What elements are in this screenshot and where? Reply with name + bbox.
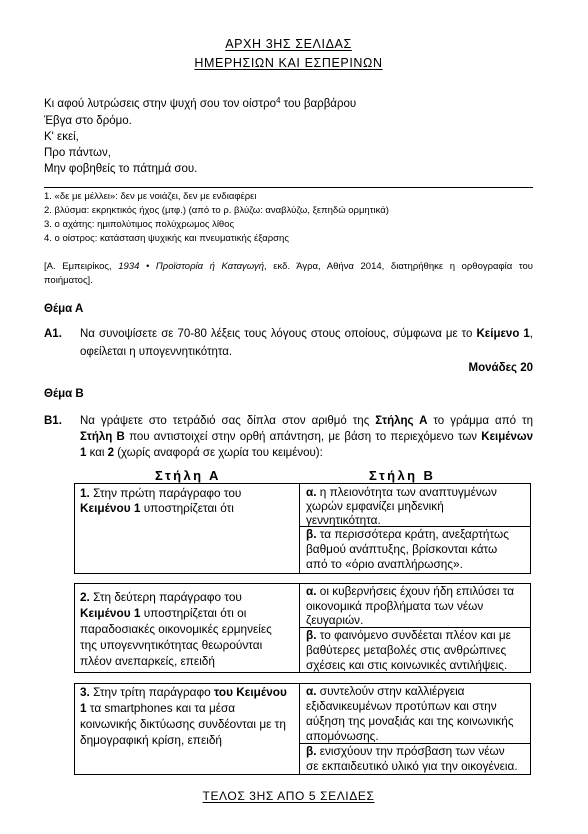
page-header-line-1: [44, 35, 533, 53]
column-b-header: Στήλη Β: [369, 468, 436, 483]
text-run: σχέσεις και στις κοινωνικές αντιλήψεις.: [306, 657, 508, 672]
text-run: Κ' εκεί,: [44, 131, 79, 143]
bold-text-run: 1: [80, 701, 87, 715]
cell-line: [80, 716, 299, 732]
option-a-cell: [300, 484, 530, 527]
bold-text-run: 1: [80, 447, 87, 459]
question-b1-text-line: [80, 445, 323, 461]
text-run: οικονομικά προβλήματα των νέων: [306, 598, 484, 613]
cell-line: [306, 729, 530, 744]
text-run: οι κυβερνήσεις έχουν ήδη επιλύσει τα: [316, 584, 515, 598]
bold-text-run: α.: [306, 584, 317, 598]
text-run: το φαινόμενο συνδέεται πλέον και με: [316, 627, 511, 642]
text-run: δημογραφική κρίση, επειδή: [80, 733, 222, 747]
column-b-cells: [300, 684, 530, 774]
text-run: [Α. Εμπειρίκος,: [44, 261, 119, 272]
cell-line: [306, 499, 530, 513]
cell-line: [306, 759, 530, 774]
text-run: εξιδανικευμένων προτύπων και στην: [306, 699, 497, 713]
text-run: και: [86, 447, 108, 459]
cell-line: [80, 637, 299, 653]
option-b-cell: [300, 527, 530, 574]
text-run: ζευγαριών.: [306, 613, 364, 627]
cell-line: [306, 557, 530, 572]
text-run: ποιήματος].: [44, 275, 93, 286]
text-run: Στην πρώτη παράγραφο του: [89, 486, 242, 500]
option-b-cell: [300, 744, 530, 775]
bold-text-run: 2: [107, 447, 115, 459]
cell-line: [306, 744, 530, 759]
text-run: ,: [529, 328, 533, 340]
column-a-cell: [75, 684, 300, 774]
column-a-header: Στήλη Α: [155, 468, 221, 483]
section-title-theme-a: Θέμα Α: [44, 303, 84, 315]
text-run: Να γράψετε στο τετράδιό σας δίπλα στον αριθμό της: [80, 415, 376, 427]
cell-line: [306, 628, 530, 643]
text-run: βαθύτερες μεταβολές στις ανθρώπινες: [306, 642, 507, 657]
source-citation-line: [44, 260, 533, 274]
text-run: Στην τρίτη παράγραφο: [89, 685, 214, 699]
bold-text-run: Στήλης Α: [375, 415, 428, 427]
page-footer-text: ΤΕΛΟΣ 3ΗΣ ΑΠΟ 5 ΣΕΛΙΔΕΣ: [202, 789, 375, 803]
bold-text-run: 1.: [80, 486, 90, 500]
text-run: που αντιστοιχεί στην ορθή απάντηση, με βάση το περιεχόμενο των: [124, 431, 482, 443]
text-run: Στη δεύτερη παράγραφο του: [89, 590, 242, 604]
bold-text-run: β.: [306, 627, 317, 642]
footnote-marker: 4: [276, 96, 281, 106]
question-a1-text-line: [80, 344, 232, 360]
poem-line: [44, 161, 197, 177]
cell-line: [306, 485, 530, 499]
text-run: (χωρίς αναφορά σε χωρία του κειμένου):: [114, 447, 323, 459]
footnote: 2. βλύσμα: εκρηκτικός ήχος (μτφ.) (από το ρ. βλύζω: αναβλύζω, ξεπηδώ ορμητικά): [44, 205, 389, 216]
text-run: απομόνωσης.: [306, 729, 379, 743]
option-a-cell: [300, 584, 530, 628]
cell-line: [80, 589, 299, 605]
cell-line: [306, 542, 530, 557]
page-header-text: ΑΡΧΗ 3ΗΣ ΣΕΛΙΔΑΣ: [225, 37, 352, 51]
bold-text-run: Κειμένων: [481, 431, 533, 443]
text-run: συντελούν στην καλλιέργεια: [316, 684, 465, 698]
question-points: Μονάδες 20: [468, 362, 533, 374]
matching-table-row-2: [74, 583, 531, 673]
section-title-theme-b: Θέμα Β: [44, 388, 84, 400]
footnote: 4. ο οίστρος: κατάσταση ψυχικής και πνευματικής έξαρσης: [44, 233, 289, 244]
page-footer: [44, 787, 533, 805]
text-run: Προ πάντων,: [44, 147, 111, 159]
text-run: υποστηρίζεται ότι: [140, 501, 234, 515]
bold-text-run: 2.: [80, 590, 90, 604]
bold-text-run: Στήλη Β: [80, 431, 125, 443]
text-run: ενισχύουν την πρόσβαση των νέων: [316, 743, 505, 758]
text-run: τα περισσότερα κράτη, ανεξαρτήτως: [316, 526, 509, 541]
option-b-cell: [300, 628, 530, 673]
cell-line: [306, 684, 530, 699]
cell-line: [80, 700, 299, 716]
cell-line: [306, 613, 530, 628]
column-b-cells: [300, 484, 530, 573]
poem-line: [44, 96, 356, 112]
italic-text-run: 1934 • Προϊστορία ή Καταγωγή: [118, 261, 265, 272]
cell-line: [80, 653, 299, 669]
text-run: Έβγα στο δρόμο.: [44, 115, 132, 127]
text-run: του βαρβάρου: [280, 98, 357, 110]
question-a1-text-line: [80, 326, 533, 342]
cell-line: [306, 527, 530, 542]
page-header-line-2: [44, 54, 533, 72]
cell-line: [306, 599, 530, 614]
text-run: υποστηρίζεται ότι οι: [140, 606, 247, 620]
text-run: Να συνοψίσετε σε 70-80 λέξεις τους λόγους στους οποίους, σύμφωνα με το: [80, 328, 477, 340]
cell-line: [80, 605, 299, 621]
matching-table-row-3: [74, 683, 531, 775]
column-a-cell: [75, 484, 300, 573]
question-label-a1: Α1.: [44, 328, 62, 340]
cell-line: [80, 732, 299, 748]
text-run: χωρών εμφανίζει μηδενική: [306, 499, 444, 513]
poem-line: [44, 113, 132, 129]
cell-line: [80, 486, 299, 501]
question-b1-text-line: [80, 413, 533, 429]
matching-table-row-1: [74, 483, 531, 574]
bold-text-run: του Κειμένου: [213, 685, 287, 699]
column-b-cells: [300, 584, 530, 672]
option-a-cell: [300, 684, 530, 744]
cell-line: [80, 621, 299, 637]
text-run: η πλειονότητα των αναπτυγμένων: [316, 485, 497, 499]
text-run: της υπογεννητικότητας θεωρούνται: [80, 638, 263, 652]
text-run: Μην φοβηθείς το πάτημά σου.: [44, 163, 198, 175]
text-run: από το «όριο αναπλήρωσης».: [306, 556, 463, 571]
text-run: οφείλεται η υπογεννητικότητα.: [80, 346, 233, 358]
text-run: αύξηση της μοναξιάς και της κοινωνικής: [306, 714, 514, 728]
footnote-separator: [44, 187, 533, 188]
text-run: το γράμμα από τη: [427, 415, 533, 427]
cell-line: [80, 684, 299, 700]
text-run: , εκδ. Άγρα, Αθήνα 2014, διατηρήθηκε η ορθογραφία του: [264, 261, 533, 272]
cell-line: [306, 658, 530, 673]
cell-line: [306, 714, 530, 729]
footnote: 1. «δε με μέλλει»: δεν με νοιάζει, δεν με ενδιαφέρει: [44, 191, 257, 202]
bold-text-run: α.: [306, 485, 317, 499]
cell-line: [306, 699, 530, 714]
bold-text-run: β.: [306, 526, 317, 541]
cell-line: [80, 501, 299, 516]
text-run: τα smartphones και τα μέσα: [86, 701, 236, 715]
column-a-cell: [75, 584, 300, 672]
footnote: 3. ο αχάτης: ημιπολύτιμος πολύχρωμος λίθος: [44, 219, 235, 230]
text-run: σε εκπαιδευτικό υλικό για την οικογένεια.: [306, 758, 518, 773]
source-citation-line: [44, 274, 533, 288]
text-run: κοινωνικής δικτύωσης συνδέονται με τη: [80, 717, 286, 731]
text-run: Κι αφού λυτρώσεις στην ψυχή σου τον οίστρο: [44, 98, 277, 110]
bold-text-run: 3.: [80, 685, 90, 699]
bold-text-run: Κειμένου 1: [80, 501, 141, 515]
text-run: παραδοσιακές οικονομικές ερμηνείες: [80, 622, 272, 636]
cell-line: [306, 643, 530, 658]
text-run: βαθμού ανάπτυξης, βρίσκονται κάτω: [306, 541, 498, 556]
text-run: γεννητικότητα.: [306, 513, 381, 527]
question-b1-text-line: [80, 429, 533, 445]
poem-line: [44, 129, 79, 145]
bold-text-run: α.: [306, 684, 317, 698]
cell-line: [306, 584, 530, 599]
bold-text-run: Κείμενο 1: [476, 328, 530, 340]
bold-text-run: β.: [306, 743, 317, 758]
text-run: πλέον ανεπαρκείς, επειδή: [80, 654, 215, 668]
cell-line: [306, 513, 530, 527]
bold-text-run: Κειμένου 1: [80, 606, 141, 620]
page-header-text: ΗΜΕΡΗΣΙΩΝ ΚΑΙ ΕΣΠΕΡΙΝΩΝ: [194, 56, 383, 70]
poem-line: [44, 145, 111, 161]
question-label-b1: Β1.: [44, 415, 62, 427]
